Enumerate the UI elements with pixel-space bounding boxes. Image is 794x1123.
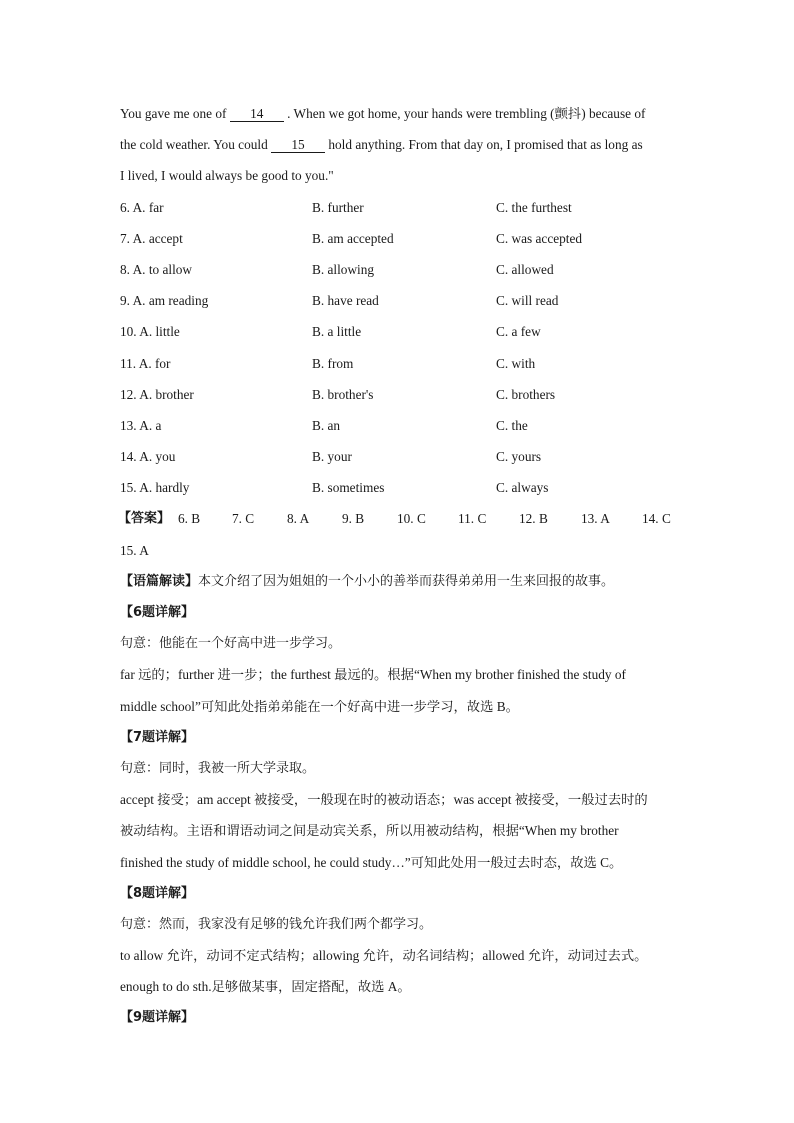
answer-item: 7. C (232, 511, 255, 527)
passage-text: You gave me one of (120, 106, 230, 121)
passage-text: hold anything. From that day on, I promised that as long as (325, 137, 643, 153)
option-c: C. always (496, 480, 549, 496)
option-b: B. further (312, 199, 364, 215)
option-c: C. yours (496, 449, 542, 465)
answer-item: 14. C (642, 511, 671, 527)
option-row-11 (120, 348, 690, 379)
q8-explain-line: enough to do sth.足够做某事，固定搭配，故选 A。 (120, 979, 411, 995)
q8-heading: 【8题详解】 (120, 885, 195, 901)
option-b: B. a little (312, 324, 362, 340)
passage-line-3: I lived, I would always be good to you." (120, 168, 334, 184)
option-b: B. from (312, 355, 354, 371)
reading-text: 本文介绍了因为姐姐的一个小小的善举而获得弟弟用一生来回报的故事。 (198, 573, 615, 589)
option-a: 8. A. to allow (120, 261, 193, 277)
reading-section (120, 566, 690, 597)
option-b: B. am accepted (312, 230, 394, 246)
option-row-14 (120, 441, 690, 472)
answer-label: 【答案】 (118, 511, 171, 527)
q8-explain-line: to allow 允许，动词不定式结构；allowing 允许，动名词结构；allowed 允许，动词过去式。 (120, 948, 648, 964)
answer-item: 9. B (342, 511, 365, 527)
option-a: 14. A. you (120, 449, 176, 465)
q7-explain-line: finished the study of middle school, he could study…”可知此处用一般过去时态，故选 C。 (120, 854, 623, 870)
answer-item: 12. B (519, 511, 548, 527)
blank-14: 14 (230, 107, 284, 122)
option-row-7 (120, 223, 690, 254)
option-row-12 (120, 379, 690, 410)
option-row-6 (120, 192, 690, 223)
option-b: B. an (312, 417, 341, 433)
option-a: 11. A. for (120, 355, 171, 371)
answer-last: 15. A (120, 542, 149, 558)
answer-item: 11. C (458, 511, 487, 527)
option-row-9 (120, 285, 690, 316)
option-a: 15. A. hardly (120, 480, 190, 496)
option-a: 6. A. far (120, 199, 164, 215)
option-b: B. allowing (312, 261, 375, 277)
passage-line-1 (120, 98, 690, 129)
option-c: C. allowed (496, 261, 554, 277)
option-row-8 (120, 254, 690, 285)
q7-explain-line: accept 接受；am accept 被接受，一般现在时的被动语态；was accept 被接受，一般过去时的 (120, 792, 648, 808)
option-a: 12. A. brother (120, 386, 194, 402)
option-b: B. have read (312, 293, 379, 309)
option-c: C. the furthest (496, 199, 572, 215)
reading-label: 【语篇解读】 (120, 573, 199, 589)
option-c: C. was accepted (496, 230, 583, 246)
option-c: C. the (496, 417, 528, 433)
q6-explain-line: middle school”可知此处指弟弟能在一个好高中进一步学习，故选 B。 (120, 698, 519, 714)
option-b: B. brother's (312, 386, 374, 402)
option-a: 7. A. accept (120, 230, 183, 246)
passage-line-2 (120, 129, 690, 160)
q8-meaning: 句意：然而，我家没有足够的钱允许我们两个都学习。 (120, 916, 433, 932)
option-row-10 (120, 316, 690, 347)
passage-text: the cold weather. You could (120, 137, 272, 153)
passage-text: . When we got home, your hands were trembling (颤抖) because of (283, 106, 646, 121)
q6-explain-line: far 远的；further 进一步；the furthest 最远的。根据“When my brother finished the study of (120, 667, 626, 683)
option-c: C. brothers (496, 386, 556, 402)
q9-heading: 【9题详解】 (120, 1010, 195, 1026)
option-c: C. a few (496, 324, 541, 340)
q7-explain-line: 被动结构。主语和谓语动词之间是动宾关系，所以用被动结构，根据“When my brother (120, 823, 619, 839)
answer-item: 8. A (287, 511, 310, 527)
option-a: 13. A. a (120, 417, 162, 433)
option-row-15 (120, 472, 690, 503)
answer-item: 13. A (581, 511, 610, 527)
answer-item: 10. C (397, 511, 426, 527)
blank-15: 15 (271, 138, 325, 153)
option-a: 10. A. little (120, 324, 180, 340)
option-b: B. sometimes (312, 480, 385, 496)
option-c: C. will read (496, 293, 559, 309)
q7-meaning: 句意：同时，我被一所大学录取。 (120, 760, 316, 776)
option-b: B. your (312, 449, 352, 465)
document-content (120, 98, 690, 1034)
q6-meaning: 句意：他能在一个好高中进一步学习。 (120, 636, 342, 652)
q6-heading: 【6题详解】 (120, 605, 195, 620)
q7-heading: 【7题详解】 (120, 729, 195, 745)
answer-row (120, 503, 690, 534)
answer-item: 6. B (178, 511, 201, 527)
option-a: 9. A. am reading (120, 293, 209, 309)
option-row-13 (120, 410, 690, 441)
option-c: C. with (496, 355, 536, 371)
